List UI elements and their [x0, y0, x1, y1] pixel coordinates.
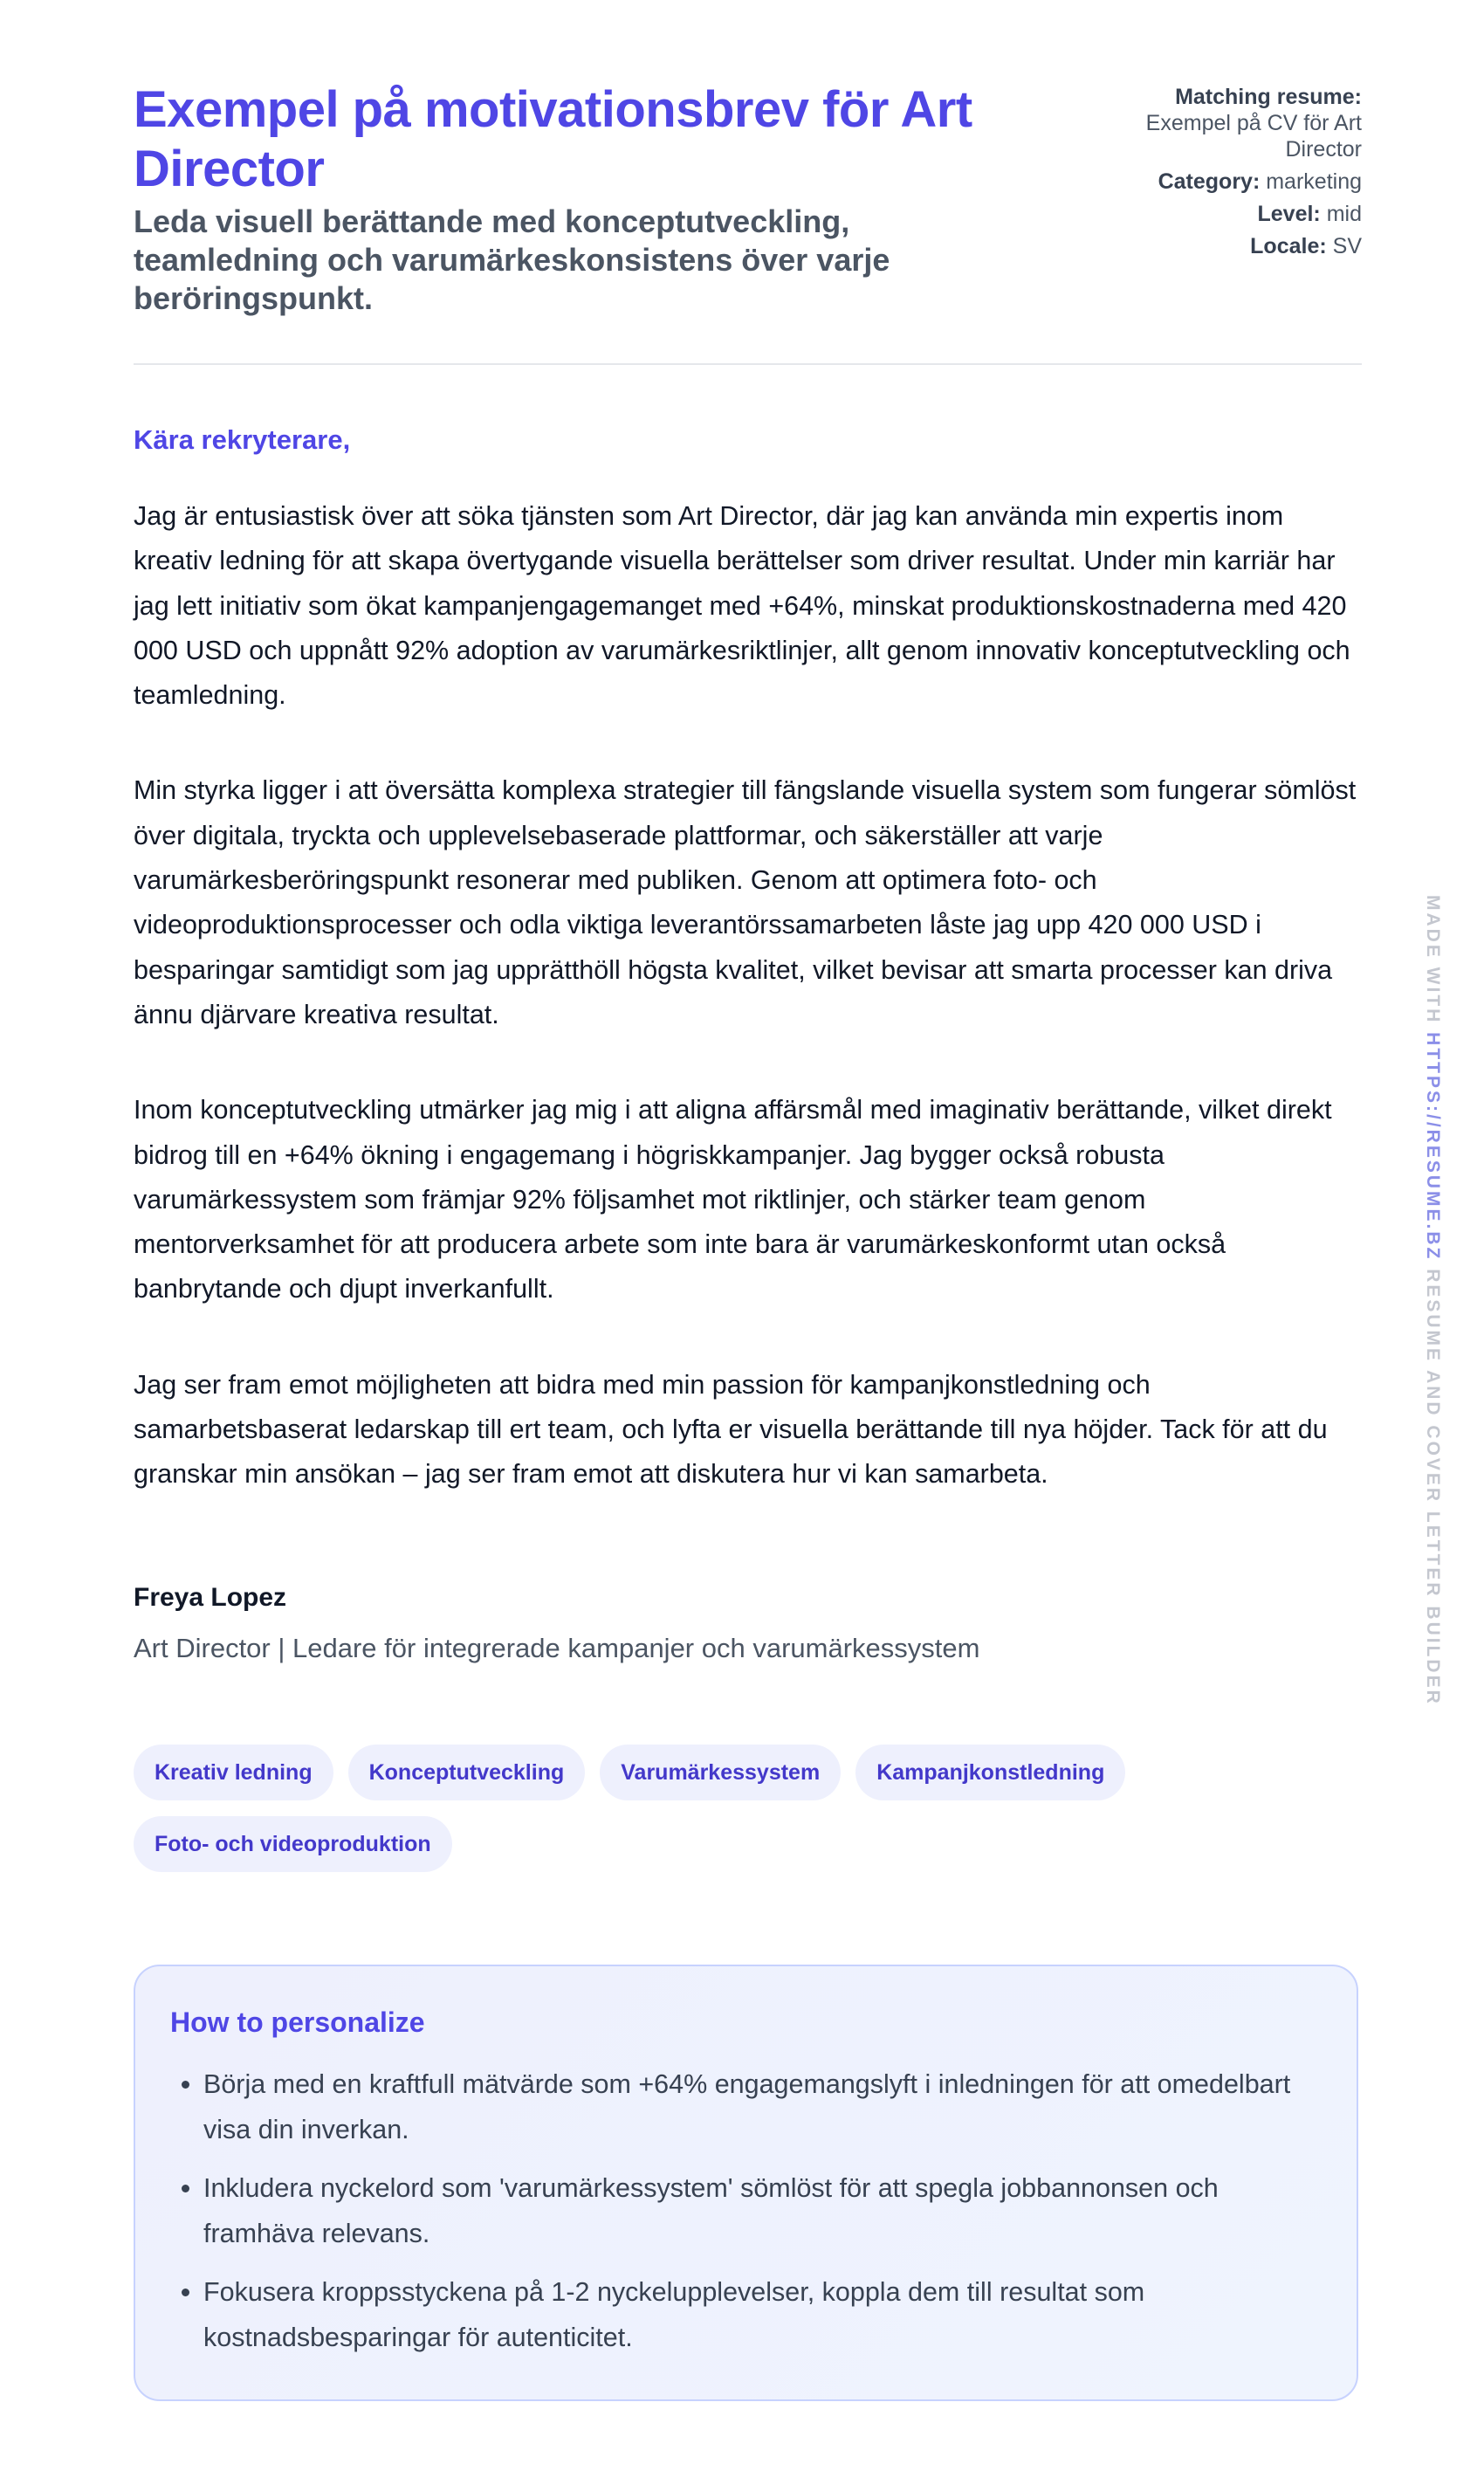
letter-greeting: Kära rekryterare, — [134, 424, 351, 455]
personalize-tips-box — [134, 1965, 1358, 2401]
letter-header — [134, 0, 1362, 365]
signature-title: Art Director | Ledare för integrerade kampanjer och varumärkessystem — [134, 1633, 980, 1663]
tips-list — [170, 2062, 1322, 2360]
tips-title: How to personalize — [170, 2006, 425, 2038]
meta-panel — [1065, 84, 1362, 265]
watermark-link[interactable]: HTTPS://RESUME.BZ — [1423, 1032, 1443, 1262]
meta-locale — [1065, 233, 1362, 259]
cover-letter-page — [134, 0, 1362, 2352]
signature-name: Freya Lopez — [134, 1583, 287, 1612]
tips-list-item: • Fokusera kroppsstyckena på 1-2 nyckelupplevelser, koppla dem till resultat som kostnadsbesparingar för autenticitet. — [203, 2270, 1322, 2360]
tips-list-item: • Börja med en kraftfull mätvärde som +64% engagemangslyft i inledningen för att omedelbart visa din inverkan. — [203, 2062, 1322, 2152]
meta-category — [1065, 169, 1362, 195]
skill-tag: Foto- och videoproduktion — [134, 1816, 452, 1872]
meta-matching-resume-label: Matching resume: — [1175, 85, 1362, 109]
meta-level — [1065, 201, 1362, 227]
letter-body — [134, 494, 1362, 1548]
skill-tag: Kreativ ledning — [134, 1745, 333, 1800]
meta-locale-value: SV — [1332, 234, 1362, 258]
meta-matching-resume-value[interactable]: Exempel på CV för Art Director — [1145, 111, 1362, 162]
skill-tag: Varumärkessystem — [600, 1745, 841, 1800]
letter-paragraph: Inom konceptutveckling utmärker jag mig i att aligna affärsmål med imaginativ berättande, vilket direkt bidrog till en +64% ökning i engagemang i högriskkampanjer. Jag bygger också robusta varumärkessystem som främjar 92% följsamhet mot riktlinjer, och stärker team genom mentorverksamhet för att producera arbete som inte bara är varumärkeskonformt utan också banbrytande och djupt inverkanfullt. — [134, 1095, 1332, 1304]
watermark-prefix: MADE WITH — [1423, 895, 1443, 1025]
meta-category-label: Category: — [1158, 169, 1261, 194]
letter-paragraph: Min styrka ligger i att översätta komplexa strategier till fängslande visuella system som fungerar sömlöst över digitala, tryckta och upplevelsebaserade plattformar, och säkerställer att varje varumärkesberöringspunkt resonerar med publiken. Genom att optimera foto- och videoproduktionsprocesser och odla viktiga leverantörssamarbeten låste jag upp 420 000 USD i besparingar samtidigt som jag upprätthöll högsta kvalitet, vilket bevisar att smarta processer kan driva ännu djärvare kreativa resultat. — [134, 775, 1357, 1029]
letter-paragraph: Jag ser fram emot möjligheten att bidra med min passion för kampanjkonstledning och samarbetsbaserat ledarskap till ert team, och lyfta er visuella berättande till nya höjder. Tack för att du granskar min ansökan – jag ser fram emot att diskutera hur vi kan samarbeta. — [134, 1369, 1328, 1490]
page-subtitle: Leda visuell berättande med konceptutveckling, teamledning och varumärkeskonsistens över varje beröringspunkt. — [134, 203, 890, 316]
tips-list-item: • Inkludera nyckelord som 'varumärkessystem' sömlöst för att spegla jobbannonsen och framhäva relevans. — [203, 2166, 1322, 2256]
skill-tag: Kampanjkonstledning — [855, 1745, 1125, 1800]
meta-category-value: marketing — [1266, 169, 1362, 194]
meta-level-value: mid — [1326, 202, 1362, 226]
watermark-suffix: RESUME AND COVER LETTER BUILDER — [1423, 1269, 1443, 1706]
side-watermark — [1419, 895, 1446, 1706]
letter-paragraph: Jag är entusiastisk över att söka tjänsten som Art Director, där jag kan använda min expertis inom kreativ ledning för att skapa övertygande visuella berättelser som driver resultat. Under min karriär har jag lett initiativ som ökat kampanjengagemanget med +64%, minskat produktionskostnaderna med 420 000 USD och uppnått 92% adoption av varumärkesriktlinjer, allt genom innovativ konceptutveckling och teamledning. — [134, 501, 1350, 711]
page-title: Exempel på motivationsbrev för Art Director — [134, 81, 972, 197]
skill-tag: Konceptutveckling — [348, 1745, 586, 1800]
meta-matching-resume — [1065, 84, 1362, 162]
skill-tags — [134, 1745, 1137, 1872]
meta-locale-label: Locale: — [1250, 234, 1327, 258]
meta-level-label: Level: — [1257, 202, 1321, 226]
